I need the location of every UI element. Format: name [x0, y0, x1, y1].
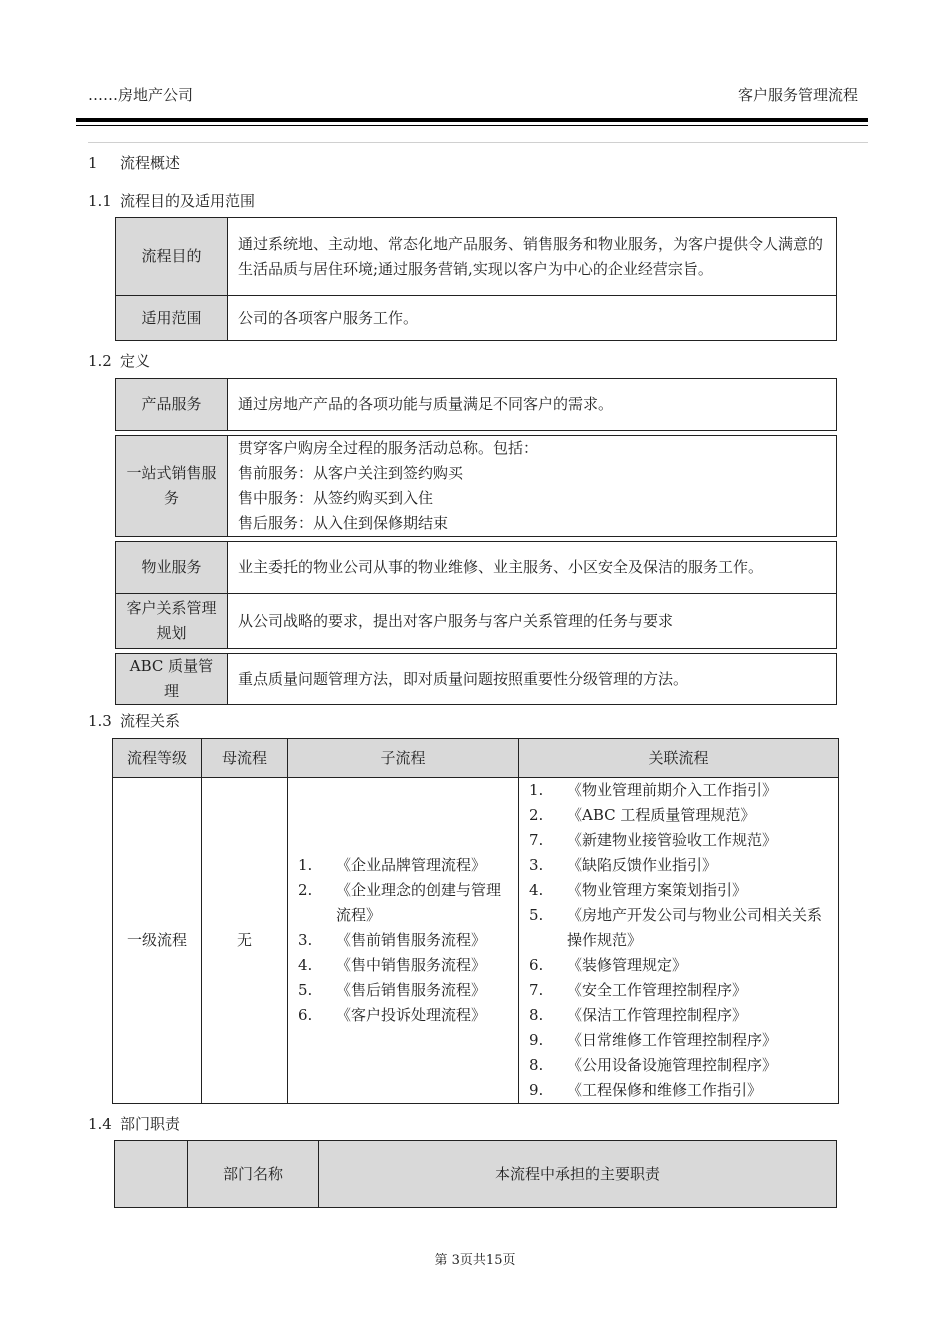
- row-label: 物业服务: [116, 542, 228, 594]
- definition-table: [115, 378, 837, 705]
- table-row: [116, 542, 837, 594]
- header-rule-thin: [76, 125, 868, 126]
- row-label: ABC 质量管理: [116, 654, 228, 705]
- section-1-1-heading: [88, 190, 255, 211]
- section-title: 定义: [120, 352, 151, 370]
- text-line: 售后服务：从入住到保修期结束: [238, 514, 449, 532]
- list-item: 5. 《售后销售服务流程》: [298, 981, 487, 999]
- row-text: [228, 436, 837, 537]
- list-item: 9. 《工程保修和维修工作指引》: [529, 1081, 763, 1099]
- related-process-list: [519, 778, 839, 1104]
- text-line: 通过房地产产品的各项功能与质量满足不同客户的需求。: [238, 395, 614, 413]
- child-process-list: [288, 778, 519, 1104]
- column-header: 流程等级: [113, 739, 202, 778]
- text-line: 贯穿客户购房全过程的服务活动总称。包括：: [238, 439, 539, 457]
- purpose-scope-table: [115, 217, 837, 341]
- list-item: 6. 《装修管理规定》: [529, 956, 688, 974]
- table-row: [116, 654, 837, 705]
- section-1-3-heading: [88, 710, 180, 731]
- row-label: 流程目的: [116, 218, 228, 296]
- header-rule-grey: [88, 142, 868, 143]
- row-text: 公司的各项客户服务工作。: [228, 296, 837, 341]
- row-text: 通过系统地、主动地、常态化地产品服务、销售服务和物业服务，为客户提供令人满意的生活品质与居住环境;通过服务营销,实现以客户为中心的企业经营宗旨。: [228, 218, 837, 296]
- row-label: 一站式销售服务: [116, 436, 228, 537]
- list-item: 7. 《安全工作管理控制程序》: [529, 981, 748, 999]
- section-number: 1.2: [88, 352, 112, 370]
- header-doc-title: 客户服务管理流程: [737, 86, 858, 104]
- row-text: [228, 594, 837, 649]
- column-header: 母流程: [202, 739, 288, 778]
- section-1-heading: [88, 152, 180, 173]
- list-item: 8. 《公用设备设施管理控制程序》: [529, 1056, 778, 1074]
- table-row: [116, 296, 837, 341]
- table-header-row: [113, 739, 839, 778]
- list-item: 2. 《ABC 工程质量管理规范》: [529, 806, 756, 824]
- section-title: 流程关系: [120, 712, 181, 730]
- table-row: [116, 436, 837, 537]
- section-title: 流程概述: [120, 154, 181, 172]
- section-number: 1.1: [88, 192, 112, 210]
- department-duty-table: [114, 1140, 837, 1208]
- table-row: [113, 778, 839, 1104]
- text-line: 从公司战略的要求，提出对客户服务与客户关系管理的任务与要求: [238, 611, 674, 630]
- list-item: 8. 《保洁工作管理控制程序》: [529, 1006, 748, 1024]
- section-title: 流程目的及适用范围: [120, 192, 256, 210]
- process-level: 一级流程: [113, 778, 202, 1104]
- text-line: 售前服务：从客户关注到签约购买: [238, 464, 464, 482]
- row-label: 客户关系管理规划: [116, 594, 228, 649]
- list-item: 9. 《日常维修工作管理控制程序》: [529, 1031, 778, 1049]
- row-text: [228, 654, 837, 705]
- text-line: 业主委托的物业公司从事的物业维修、业主服务、小区安全及保洁的服务工作。: [238, 558, 764, 576]
- text-line: 重点质量问题管理方法，即对质量问题按照重要性分级管理的方法。: [238, 669, 689, 688]
- header-company: ……房地产公司: [88, 86, 194, 104]
- table-header-row: [115, 1141, 837, 1208]
- process-relation-table: [112, 738, 839, 1104]
- column-header: 部门名称: [188, 1141, 319, 1208]
- table-row: [116, 379, 837, 431]
- text-line: 售中服务：从签约购买到入住: [238, 489, 434, 507]
- section-title: 部门职责: [120, 1115, 181, 1133]
- section-number: 1: [88, 154, 98, 172]
- list-item: 3. 《缺陷反馈作业指引》: [529, 856, 718, 874]
- list-item: 1. 《物业管理前期介入工作指引》: [529, 781, 778, 799]
- column-header: 本流程中承担的主要职责: [319, 1141, 837, 1208]
- list-item: 7. 《新建物业接管验收工作规范》: [529, 831, 778, 849]
- list-item: 2. 《企业理念的创建与管理流程》: [298, 881, 502, 924]
- section-1-2-heading: [88, 350, 150, 371]
- table-row: [116, 594, 837, 649]
- row-text: [228, 379, 837, 431]
- list-item: 1. 《企业品牌管理流程》: [298, 856, 487, 874]
- parent-process: 无: [202, 778, 288, 1104]
- row-text: [228, 542, 837, 594]
- row-label: 产品服务: [116, 379, 228, 431]
- list-item: 3. 《售前销售服务流程》: [298, 931, 487, 949]
- column-header: 关联流程: [519, 739, 839, 778]
- table-row: [116, 218, 837, 296]
- page-number: 第 3页共15页: [434, 1253, 516, 1268]
- column-header: [115, 1141, 188, 1208]
- section-1-4-heading: [88, 1113, 180, 1134]
- section-number: 1.3: [88, 712, 112, 730]
- row-label: 适用范围: [116, 296, 228, 341]
- list-item: 5. 《房地产开发公司与物业公司相关关系操作规范》: [529, 906, 823, 949]
- list-item: 4. 《售中销售服务流程》: [298, 956, 487, 974]
- header-rule-thick: [76, 118, 868, 122]
- list-item: 4. 《物业管理方案策划指引》: [529, 881, 748, 899]
- list-item: 6. 《客户投诉处理流程》: [298, 1006, 487, 1024]
- section-number: 1.4: [88, 1115, 112, 1133]
- column-header: 子流程: [288, 739, 519, 778]
